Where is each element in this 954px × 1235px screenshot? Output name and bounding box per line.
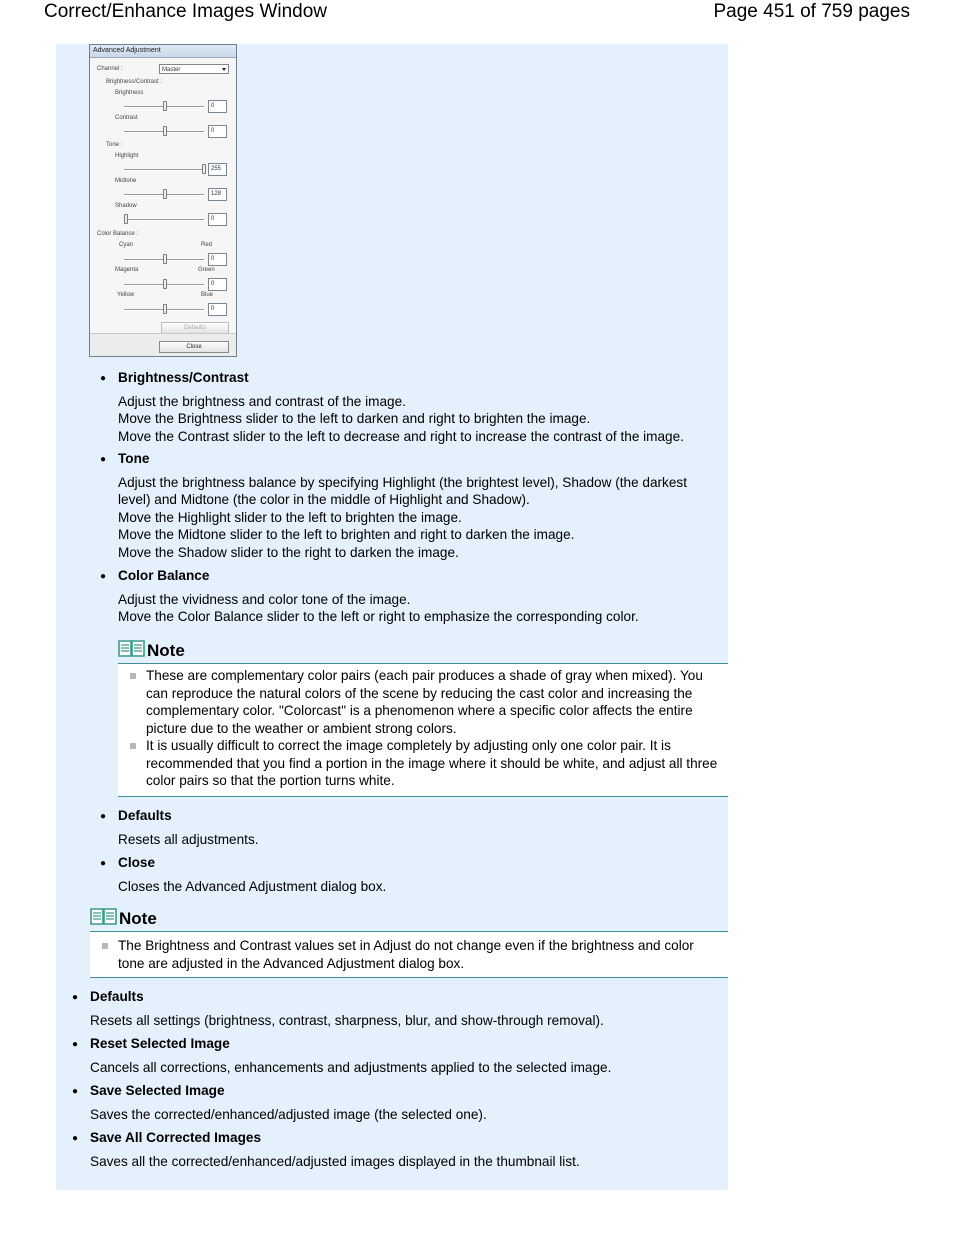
blue-label: Blue — [201, 292, 214, 298]
highlight-value-field[interactable]: 255 — [208, 163, 227, 176]
description-line: Move the Brightness slider to the left to darken and right to brighten the image. — [118, 411, 591, 426]
list-item-color-balance — [100, 567, 720, 626]
advanced-adjustment-dialog — [89, 44, 237, 357]
highlight-slider-track[interactable] — [124, 169, 204, 171]
note-item-text: The Brightness and Contrast values set in Adjust do not change even if the brightness and color tone are adjusted in the Advanced Adjustment dialog box. — [118, 938, 694, 971]
item-description — [118, 591, 720, 626]
description-line: Move the Highlight slider to the left to brighten the image. — [118, 509, 462, 525]
description-line: Saves the corrected/enhanced/adjusted image (the selected one). — [90, 1106, 487, 1122]
description-line: Move the Shadow slider to the right to darken the image. — [118, 544, 459, 560]
bullet-icon: ● — [72, 1039, 79, 1050]
item-description — [118, 393, 720, 446]
highlight-label: Highlight — [115, 153, 139, 159]
note-box — [90, 931, 728, 978]
bullet-icon: ● — [100, 858, 107, 869]
item-description — [90, 1059, 720, 1077]
book-icon — [90, 906, 117, 931]
item-title: Save All Corrected Images — [90, 1130, 262, 1145]
note-item — [118, 737, 722, 790]
magenta-green-value-field[interactable]: 0 — [208, 278, 227, 291]
list-item-save-all-corrected-images — [72, 1129, 720, 1170]
book-icon — [118, 638, 145, 663]
midtone-label: Midtone — [115, 178, 137, 184]
description-line: Adjust the brightness balance by specifying Highlight (the brightest level), Shadow (the darkest level) and Midtone (the color in the middle of Highlight and Shadow). — [118, 474, 687, 507]
note-heading-text: Note — [119, 909, 157, 928]
list-item-sub-close — [100, 854, 720, 895]
yellow-label: Yellow — [117, 292, 135, 298]
highlight-slider-thumb[interactable] — [202, 164, 206, 174]
item-title: Defaults — [90, 989, 144, 1004]
cyan-label: Cyan — [119, 242, 134, 248]
shadow-slider-thumb[interactable] — [124, 214, 128, 224]
magenta-green-slider-thumb[interactable] — [163, 279, 167, 289]
content-panel — [56, 44, 728, 1190]
brightness-contrast-label: Brightness/Contrast : — [106, 79, 163, 85]
list-item-reset-selected-image — [72, 1035, 720, 1076]
document-title: Correct/Enhance Images Window — [44, 1, 328, 22]
magenta-label: Magenta — [115, 267, 139, 273]
item-description — [118, 831, 720, 849]
note-item-text: These are complementary color pairs (each pair produces a shade of gray when mixed). You can reproduce the natural colors of the scene by reducing the cast color and increasing the complementary color. "Colorcast" is a phenomenon where a specific color affects the entire picture due to the weather or ambient strong colors. — [146, 668, 703, 736]
cyan-red-value-field[interactable]: 0 — [208, 253, 227, 266]
defaults-button[interactable]: Defaults — [161, 322, 229, 334]
item-description — [118, 878, 720, 896]
description-line: Resets all settings (brightness, contrast, sharpness, blur, and show-through removal). — [90, 1012, 604, 1028]
contrast-value-field[interactable]: 0 — [208, 125, 227, 138]
item-description — [118, 474, 720, 562]
note-item — [118, 667, 722, 737]
description-line: Move the Color Balance slider to the left or right to emphasize the corresponding color. — [118, 609, 639, 624]
bullet-icon: ● — [72, 992, 79, 1003]
note-item-text: It is usually difficult to correct the image completely by adjusting only one color pair. It is recommended that you find a portion in the image where it should be white, and adjust all three color pairs so that the portion turns white. — [146, 738, 718, 788]
page-number: Page 451 of 759 pages — [713, 1, 910, 22]
list-item-defaults — [72, 988, 720, 1029]
list-item-tone — [100, 450, 720, 561]
square-bullet-icon — [130, 743, 136, 749]
list-item-brightness-contrast — [100, 369, 720, 445]
channel-value: Master — [162, 67, 181, 73]
item-title: Tone — [118, 451, 150, 466]
description-line: Saves all the corrected/enhanced/adjusted images displayed in the thumbnail list. — [90, 1153, 580, 1169]
item-description — [90, 1106, 720, 1124]
bullet-icon: ● — [72, 1133, 79, 1144]
square-bullet-icon — [130, 673, 136, 679]
bullet-icon: ● — [100, 373, 107, 384]
bullet-icon: ● — [100, 811, 107, 822]
brightness-label: Brightness — [115, 90, 144, 96]
description-line: Adjust the vividness and color tone of the image. — [118, 591, 411, 607]
note-box — [118, 663, 728, 797]
yellow-blue-value-field[interactable]: 0 — [208, 303, 227, 316]
brightness-slider-thumb[interactable] — [163, 101, 167, 111]
contrast-label: Contrast — [115, 115, 138, 121]
green-label: Green — [198, 267, 215, 273]
tone-label: Tone : — [106, 142, 123, 148]
list-item-save-selected-image — [72, 1082, 720, 1123]
channel-label: Channel : — [97, 66, 123, 72]
yellow-blue-slider-thumb[interactable] — [163, 304, 167, 314]
item-title: Close — [118, 855, 156, 870]
item-title: Save Selected Image — [90, 1083, 225, 1098]
contrast-slider-thumb[interactable] — [163, 126, 167, 136]
bullet-icon: ● — [100, 454, 107, 465]
midtone-value-field[interactable]: 128 — [208, 188, 227, 201]
color-balance-label: Color Balance : — [97, 231, 139, 237]
red-label: Red — [201, 242, 213, 248]
description-line: Closes the Advanced Adjustment dialog box. — [118, 878, 387, 894]
description-line: Move the Contrast slider to the left to decrease and right to increase the contrast of the image. — [118, 428, 684, 444]
item-title: Defaults — [118, 808, 172, 823]
list-item-sub-defaults — [100, 807, 720, 848]
channel-select[interactable] — [159, 64, 229, 74]
dialog-title: Advanced Adjustment — [90, 45, 236, 58]
shadow-slider-track[interactable] — [124, 219, 204, 221]
item-title: Brightness/Contrast — [118, 370, 249, 385]
brightness-value-field[interactable]: 0 — [208, 100, 227, 113]
square-bullet-icon — [102, 943, 108, 949]
bullet-icon: ● — [72, 1086, 79, 1097]
note-item — [90, 937, 722, 972]
cyan-red-slider-thumb[interactable] — [163, 254, 167, 264]
description-line: Resets all adjustments. — [118, 831, 259, 847]
item-description — [90, 1012, 720, 1030]
close-button[interactable]: Close — [159, 341, 229, 353]
item-description — [90, 1153, 720, 1171]
description-line: Move the Midtone slider to the left to brighten and right to darken the image. — [118, 527, 575, 542]
shadow-value-field[interactable]: 0 — [208, 213, 227, 226]
note-heading — [90, 906, 157, 931]
midtone-slider-thumb[interactable] — [163, 189, 167, 199]
item-title: Color Balance — [118, 568, 210, 583]
bullet-icon: ● — [100, 571, 107, 582]
description-line: Adjust the brightness and contrast of the image. — [118, 393, 406, 409]
item-title: Reset Selected Image — [90, 1036, 230, 1051]
chevron-down-icon — [222, 68, 226, 71]
shadow-label: Shadow — [115, 203, 137, 209]
description-line: Cancels all corrections, enhancements and adjustments applied to the selected image. — [90, 1059, 612, 1075]
note-heading-text: Note — [147, 641, 185, 660]
note-heading — [118, 638, 185, 663]
